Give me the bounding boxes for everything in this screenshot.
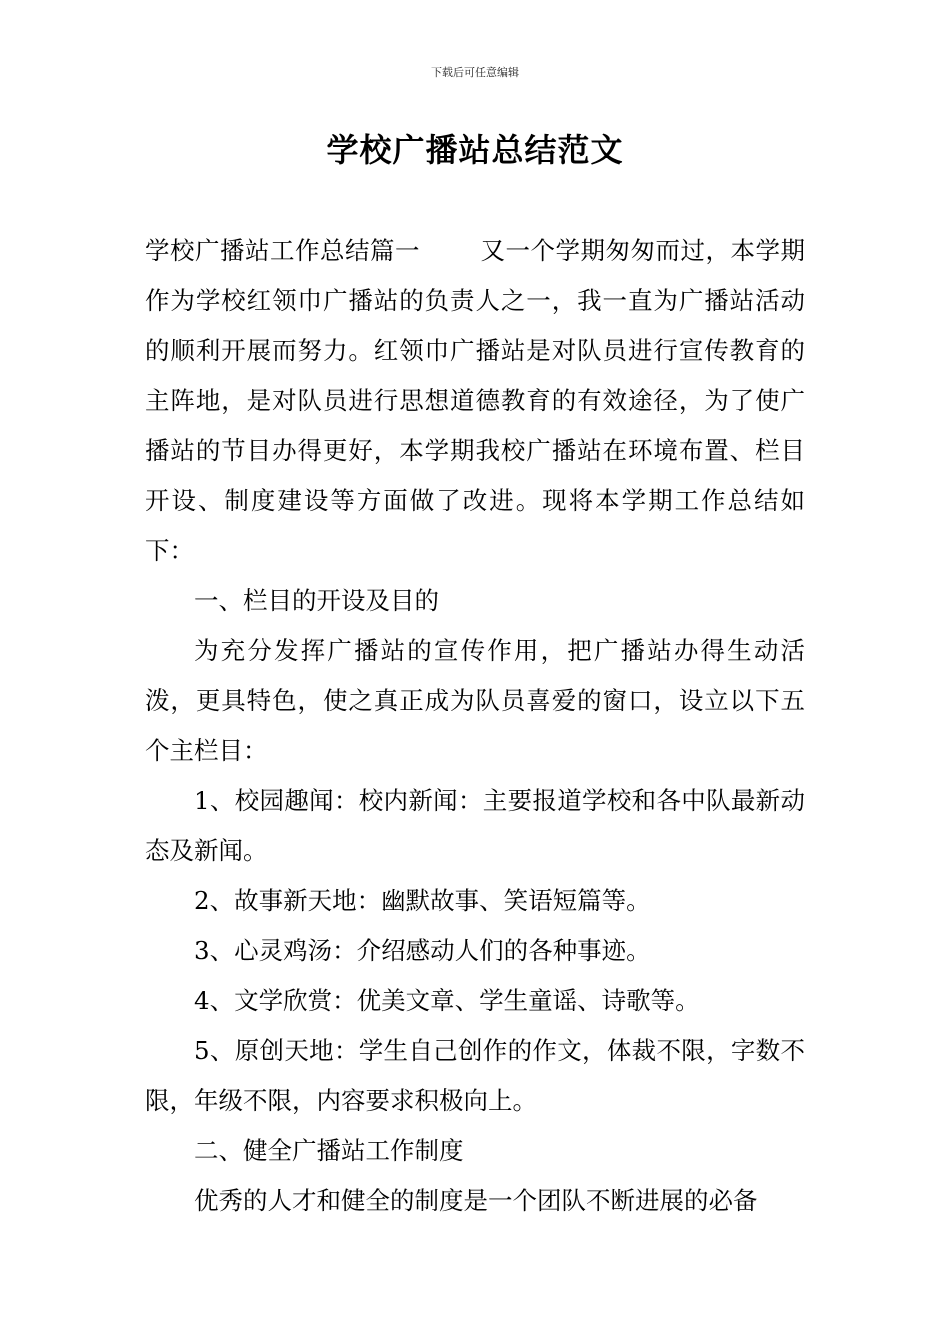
paragraph: 优秀的人才和健全的制度是一个团队不断进展的必备 — [194, 1186, 758, 1215]
paragraph: 为充分发挥广播站的宣传作用，把广播站办得生动活泼，更具特色，使之真正成为队员喜爱的窗口，设立以下五个主栏目： — [145, 636, 805, 765]
list-item: 4、文学欣赏：优美文章、学生童谣、诗歌等。 — [194, 986, 700, 1015]
section-heading-1: 一、栏目的开设及目的 — [194, 586, 439, 615]
list-item: 2、故事新天地：幽默故事、笑语短篇等。 — [194, 886, 651, 915]
page-title: 学校广播站总结范文 — [326, 131, 624, 169]
list-item: 1、校园趣闻：校内新闻：主要报道学校和各中队最新动态及新闻。 — [145, 786, 805, 865]
intro-lead: 学校广播站工作总结篇一 — [145, 236, 420, 265]
list-item: 3、心灵鸡汤：介绍感动人们的各种事迹。 — [194, 936, 651, 965]
intro-paragraph — [145, 226, 805, 576]
header-note: 下载后可任意编辑 — [431, 66, 519, 79]
intro-text: 又一个学期匆匆而过，本学期作为学校红领巾广播站的负责人之一，我一直为广播站活动的顺利开展而努力。红领巾广播站是对队员进行宣传教育的主阵地，是对队员进行思想道德教育的有效途径，为了使广播站的节目办得更好，本学期我校广播站在环境布置、栏目开设、制度建设等方面做了改进。现将本学期工作总结如下： — [145, 236, 805, 565]
document-body — [145, 226, 805, 1226]
section-heading-2: 二、健全广播站工作制度 — [194, 1136, 464, 1165]
list-item: 5、原创天地：学生自己创作的作文，体裁不限，字数不限，年级不限，内容要求积极向上。 — [145, 1036, 805, 1115]
